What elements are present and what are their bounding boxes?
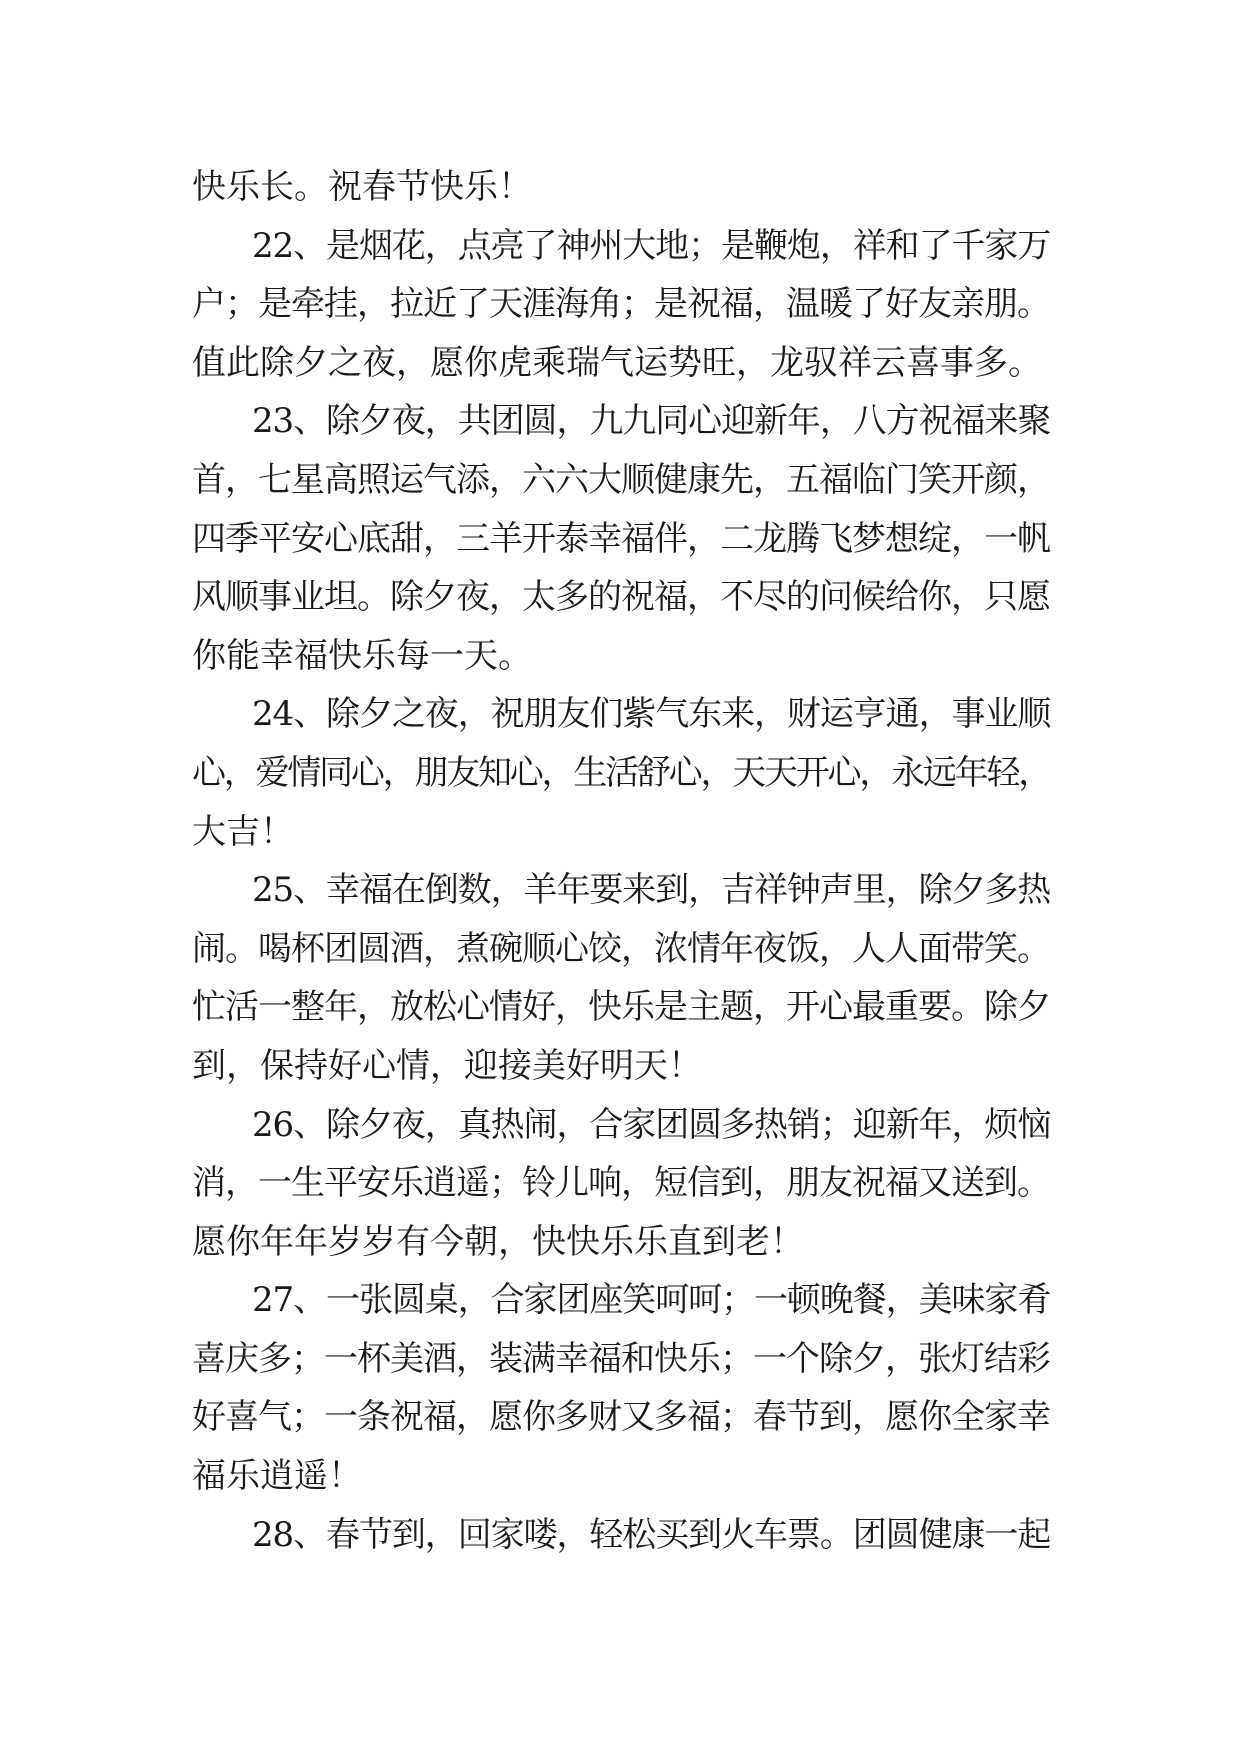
text-line: 你能幸福快乐每一天。 xyxy=(192,635,532,676)
text-line: 福乐逍遥！ xyxy=(192,1456,362,1497)
text-line: 快乐长。祝春节快乐！ xyxy=(192,167,532,207)
text-line: 心，爱情同心，朋友知心，生活舒心，天天开心，永远年轻， xyxy=(192,752,1050,793)
text-line: 愿你年年岁岁有今朝，快快乐乐直到老！ xyxy=(192,1221,804,1262)
text-line: 27、一张圆桌，合家团座笑呵呵；一顿晚餐，美味家肴 xyxy=(252,1280,1051,1321)
text-line: 26、除夕夜，真热闹，合家团圆多热销；迎新年，烦恼 xyxy=(252,1104,1051,1145)
text-line: 风顺事业坦。除夕夜，太多的祝福，不尽的问候给你，只愿 xyxy=(192,577,1050,618)
text-line: 24、除夕之夜，祝朋友们紫气东来，财运亨通，事业顺 xyxy=(252,694,1051,735)
text-line: 首，七星高照运气添，六六大顺健康先，五福临门笑开颜， xyxy=(192,459,1050,500)
text-line: 好喜气；一条祝福，愿你多财又多福；春节到，愿你全家幸 xyxy=(192,1397,1050,1438)
text-line: 大吉！ xyxy=(192,811,294,852)
text-line: 25、幸福在倒数，羊年要来到，吉祥钟声里，除夕多热 xyxy=(252,870,1051,911)
text-line: 22、是烟花，点亮了神州大地；是鞭炮，祥和了千家万 xyxy=(252,225,1051,266)
text-line: 闹。喝杯团圆酒，煮碗顺心饺，浓情年夜饭，人人面带笑。 xyxy=(192,928,1050,969)
text-line: 值此除夕之夜，愿你虎乘瑞气运势旺，龙驭祥云喜事多。 xyxy=(192,342,1042,383)
text-line: 忙活一整年，放松心情好，快乐是主题，开心最重要。除夕 xyxy=(192,987,1050,1028)
text-line: 喜庆多；一杯美酒，装满幸福和快乐；一个除夕，张灯结彩 xyxy=(192,1338,1050,1379)
body-text xyxy=(192,158,1050,1564)
text-line: 消，一生平安乐逍遥；铃儿响，短信到，朋友祝福又送到。 xyxy=(192,1163,1050,1204)
text-line: 到，保持好心情，迎接美好明天！ xyxy=(192,1045,702,1086)
text-line: 23、除夕夜，共团圆，九九同心迎新年，八方祝福来聚 xyxy=(252,401,1051,442)
text-line: 户；是牵挂，拉近了天涯海角；是祝福，温暖了好友亲朋。 xyxy=(192,284,1050,325)
text-line: 28、春节到，回家喽，轻松买到火车票。团圆健康一起 xyxy=(252,1514,1051,1555)
text-line: 四季平安心底甜，三羊开泰幸福伴，二龙腾飞梦想绽，一帆 xyxy=(192,518,1050,559)
